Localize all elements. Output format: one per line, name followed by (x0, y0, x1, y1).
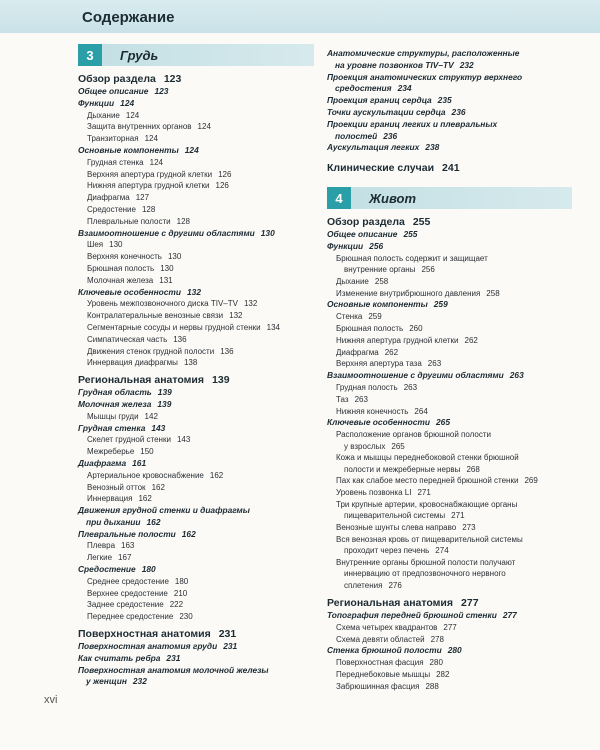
toc-item[interactable]: Переднебоковые мышцы 282 (336, 670, 450, 679)
chapter-name: Грудь (120, 47, 159, 63)
right-column (327, 48, 572, 693)
toc-list (327, 48, 572, 154)
toc-item[interactable]: Грудная полость 263 (336, 382, 418, 392)
toc-section[interactable]: Обзор раздела 123 (78, 73, 182, 85)
toc-list (78, 387, 314, 623)
toc-subsection[interactable]: Ключевые особенности 265 (327, 417, 450, 428)
toc-subsection[interactable]: Ключевые особенности 132 (78, 286, 201, 297)
toc-item[interactable]: Артериальное кровоснабжение 162 (87, 470, 224, 480)
toc-subsection[interactable]: Функции 256 (327, 240, 384, 251)
toc-item[interactable]: Грудная стенка 124 (87, 157, 163, 167)
toc-item[interactable]: Уровень позвонка LI 271 (336, 487, 431, 497)
toc-subsection[interactable]: Средостение 180 (78, 564, 156, 575)
toc-item[interactable]: Плевральные полости 128 (87, 216, 190, 226)
toc-subsection[interactable]: Общее описание 123 (78, 86, 169, 96)
toc-item[interactable]: Плевра 163 (87, 541, 135, 551)
toc-list (78, 641, 314, 688)
page-number: xvi (44, 694, 58, 706)
toc-subsection[interactable]: Основные компоненты 259 (327, 299, 448, 310)
toc-item[interactable]: Три крупные артерии, кровоснабжающие органы пищеварительной системы 271 (336, 499, 518, 521)
toc-item[interactable]: Нижняя апертура грудной клетки 126 (87, 181, 229, 191)
toc-subsection[interactable]: Аускультация легких 238 (327, 142, 440, 153)
chapter-number: 3 (78, 44, 102, 66)
chapter-number: 4 (327, 187, 351, 209)
toc-item[interactable]: Брюшная полость 260 (336, 323, 423, 333)
toc-item[interactable]: Заднее средостение 222 (87, 600, 184, 610)
toc-item[interactable]: Вся венозная кровь от пищеварительной системы проходит через печень 274 (336, 534, 523, 556)
toc-item[interactable]: Кожа и мышцы переднебоковой стенки брюшной полости и межреберные нервы 268 (336, 453, 519, 474)
toc-list (327, 229, 572, 591)
toc-item[interactable]: Нижняя конечность 264 (336, 406, 428, 416)
toc-subsection[interactable]: Топография передней брюшной стенки 277 (327, 610, 517, 621)
toc-item[interactable]: Поверхностная фасция 280 (336, 658, 443, 668)
toc-section[interactable]: Обзор раздела 255 (327, 216, 431, 229)
toc-item[interactable]: Верхняя конечность 130 (87, 252, 182, 262)
toc-item[interactable]: Брюшная полость 130 (87, 263, 174, 273)
toc-subsection[interactable]: Поверхностная анатомия груди 231 (78, 641, 238, 652)
toc-item[interactable]: Транзиторная 124 (87, 134, 158, 144)
toc-item[interactable]: Стенка 259 (336, 312, 382, 322)
toc-item[interactable]: Мышцы груди 142 (87, 411, 158, 421)
toc-item[interactable]: Нижняя апертура грудной клетки 262 (336, 335, 478, 345)
toc-subsection[interactable]: Основные компоненты 124 (78, 144, 199, 155)
toc-item[interactable]: Верхняя апертура таза 263 (336, 359, 442, 369)
toc-item[interactable]: Верхняя апертура грудной клетки 126 (87, 169, 232, 179)
toc-item[interactable]: Расположение органов брюшной полости у взрослых 265 (336, 430, 491, 451)
toc-subsection[interactable]: Как считать ребра 231 (78, 652, 181, 663)
toc-subsection[interactable]: Взаимоотношение с другими областями 263 (327, 370, 524, 381)
toc-item[interactable]: Схема девяти областей 278 (336, 634, 444, 644)
toc-section[interactable]: Клинические случаи 241 (327, 162, 460, 175)
chapter-name: Живот (369, 190, 417, 206)
toc-item[interactable]: Венозные шунты слева направо 273 (336, 522, 476, 532)
toc-subsection[interactable]: Грудная стенка 143 (78, 422, 166, 433)
toc-subsection[interactable]: Грудная область 139 (78, 387, 172, 398)
toc-subsection[interactable]: Точки аускультации сердца 236 (327, 106, 466, 117)
toc-item[interactable]: Иннервация диафрагмы 138 (87, 358, 198, 368)
toc-item[interactable]: Забрюшинная фасция 288 (336, 681, 439, 691)
toc-item[interactable]: Диафрагма 262 (336, 347, 399, 357)
toc-subsection[interactable]: Общее описание 255 (327, 229, 418, 240)
toc-section[interactable]: Региональная анатомия 139 (78, 374, 230, 387)
toc-item[interactable]: Уровень межпозвоночного диска TIV–TV 132 (87, 299, 258, 309)
toc-item[interactable]: Среднее средостение 180 (87, 576, 189, 586)
toc-item[interactable]: Молочная железа 131 (87, 275, 173, 285)
toc-item[interactable]: Дыхание 124 (87, 110, 140, 120)
toc-subsection[interactable]: Взаимоотношение с другими областями 130 (78, 227, 275, 238)
toc-subsection[interactable]: Стенка брюшной полости 280 (327, 645, 462, 656)
chapter-3-heading (78, 44, 314, 66)
toc-subsection[interactable]: Функции 124 (78, 97, 135, 108)
toc-subsection[interactable]: Диафрагма 161 (78, 457, 147, 468)
toc-section[interactable]: Поверхностная анатомия 231 (78, 628, 237, 641)
page-title: Содержание (82, 9, 175, 26)
toc-subsection[interactable]: Поверхностная анатомия молочной железы (78, 664, 269, 675)
toc-subsection[interactable]: у женщин 232 (86, 676, 147, 687)
toc-item[interactable]: Внутренние органы брюшной полости получают иннервацию от предпозвоночного нервного сплетения 276 (336, 557, 516, 590)
toc-item[interactable]: Диафрагма 127 (87, 193, 150, 203)
toc-item[interactable]: Переднее средостение 230 (87, 612, 193, 622)
toc-item[interactable]: Схема четырех квадрантов 277 (336, 622, 457, 632)
toc-subsection[interactable]: Проекция анатомических структур верхнего средостения 234 (327, 71, 523, 94)
toc-item[interactable]: Скелет грудной стенки 143 (87, 435, 191, 445)
toc-subsection[interactable]: Проекция границ сердца 235 (327, 95, 452, 106)
toc-item[interactable]: Шея 130 (87, 240, 123, 250)
toc-item[interactable]: Пах как слабое место передней брюшной стенки 269 (336, 476, 538, 486)
toc-item[interactable]: Изменение внутрибрюшного давления 258 (336, 288, 500, 298)
toc-item[interactable]: Движения стенок грудной полости 136 (87, 346, 234, 356)
toc-item[interactable]: Дыхание 258 (336, 276, 389, 286)
toc-item[interactable]: Верхнее средостение 210 (87, 588, 188, 598)
left-column (78, 44, 314, 688)
toc-subsection[interactable]: Плевральные полости 162 (78, 528, 196, 539)
toc-list (78, 86, 314, 369)
toc-subsection[interactable]: Молочная железа 139 (78, 398, 172, 409)
toc-item[interactable]: Межреберье 150 (87, 447, 154, 457)
toc-subsection[interactable]: Анатомические структуры, расположенные на уровне позвонков TIV–TV 232 (327, 48, 520, 70)
toc-item[interactable]: Защита внутренних органов 124 (87, 122, 211, 132)
contents-header (0, 0, 600, 33)
toc-item[interactable]: Контралатеральные венозные связи 132 (87, 311, 243, 321)
chapter-4-heading (327, 187, 572, 209)
toc-section[interactable]: Региональная анатомия 277 (327, 597, 479, 610)
toc-item[interactable]: Симпатическая часть 136 (87, 334, 187, 344)
toc-subsection[interactable]: Проекции границ легких и плевральных полостей 236 (327, 118, 498, 141)
toc-subsection[interactable]: при дыхании 162 (86, 516, 161, 527)
toc-item[interactable]: Венозный отток 162 (87, 482, 165, 492)
toc-list (327, 610, 572, 693)
toc-item[interactable]: Средостение 128 (87, 204, 156, 214)
toc-item[interactable]: Таз 263 (336, 394, 368, 404)
toc-item[interactable]: Брюшная полость содержит и защищает внутренние органы 256 (336, 253, 488, 275)
toc-item[interactable]: Сегментарные сосуды и нервы грудной стенки 134 (87, 322, 280, 332)
toc-item[interactable]: Легкие 167 (87, 553, 132, 563)
toc-item[interactable]: Иннервация 162 (87, 494, 152, 504)
toc-subsection[interactable]: Движения грудной стенки и диафрагмы (78, 505, 250, 516)
